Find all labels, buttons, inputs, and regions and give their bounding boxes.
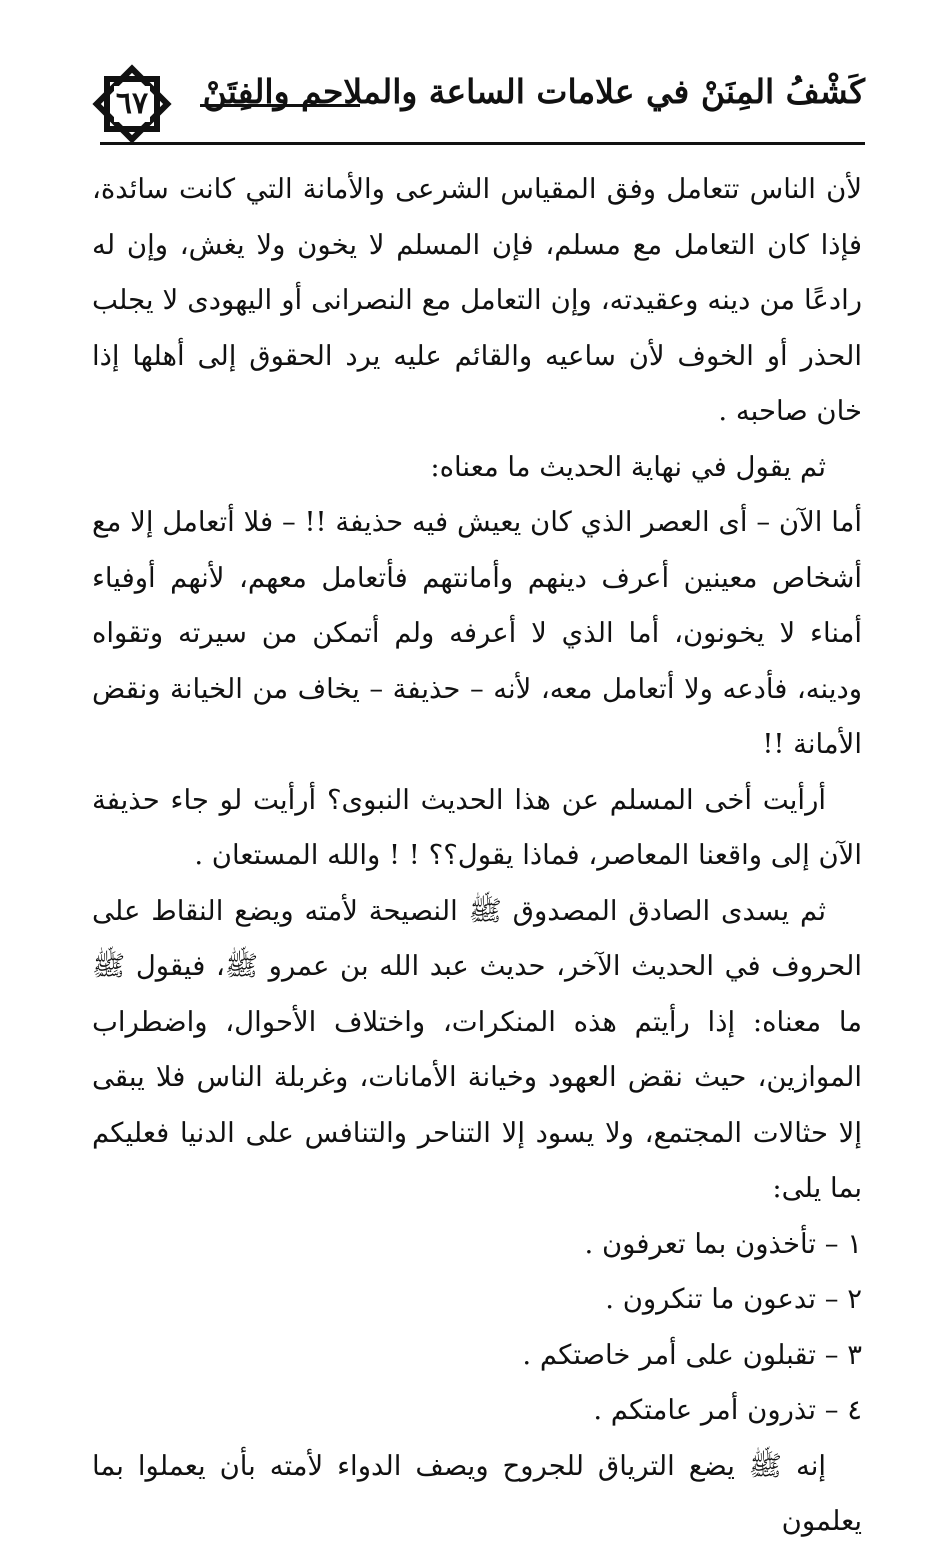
paragraph-1: لأن الناس تتعامل وفق المقياس الشرعى والأمانة التي كانت سائدة، فإذا كان التعامل مع مسلم، فإن المسلم لا يخون ولا يغش، وإن له رادعًا من دينه وعقيدته، وإن التعامل مع النصرانى أو اليهودى لا يجلب الحذر أو الخوف لأن ساعيه والقائم عليه يرد الحقوق إلى أهلها إذا خان صاحبه . <box>92 173 862 427</box>
book-title: كَشْفُ المِنَنْ في علامات الساعة والملاحم والفِتَنْ <box>202 72 865 111</box>
page-header <box>90 62 865 142</box>
page-number: ٦٧ <box>115 86 149 121</box>
list-item-3: ٣ – تقبلون على أمر خاصتكم . <box>92 1328 862 1384</box>
closing-paragraph: إنه ﷺ يضع الترياق للجروح ويصف الدواء لأمته بأن يعملوا بما يعلمون <box>92 1449 862 1537</box>
list-number: ٤ <box>847 1394 862 1426</box>
list-text: تذرون أمر عامتكم . <box>593 1394 816 1426</box>
list-number: ١ <box>847 1227 862 1260</box>
paragraph-2: ثم يقول في نهاية الحديث ما معناه: <box>430 450 826 483</box>
list-item-2: ٢ – تدعون ما تنكرون . <box>92 1272 862 1328</box>
list-number: ٣ <box>847 1338 862 1371</box>
list-number: ٢ <box>847 1283 862 1315</box>
list-text: تدعون ما تنكرون . <box>605 1283 816 1315</box>
list-item-4: ٤ – تذرون أمر عامتكم . <box>92 1383 862 1439</box>
list-text: تأخذون بما تعرفون . <box>584 1227 816 1260</box>
paragraph-4: أرأيت أخى المسلم عن هذا الحديث النبوى؟ أرأيت لو جاء حذيفة الآن إلى واقعنا المعاصر، فماذا يقول؟؟ ! ! والله المستعان . <box>92 783 862 871</box>
page-number-badge <box>90 62 174 146</box>
list-item-1: ١ – تأخذون بما تعرفون . <box>92 1217 862 1273</box>
paragraph-5: ثم يسدى الصادق المصدوق ﷺ النصيحة لأمته ويضع النقاط على الحروف في الحديث الآخر، حديث عبد الله بن عمرو ﷺ، فيقول ﷺ ما معناه: إذا رأيتم هذه المنكرات، واختلاف الأحوال، واضطراب الموازين، حيث نقض العهود وخيانة الأمانات، وغربلة الناس فلا يبقى إلا حثالات المجتمع، ولا يسود إلا التناحر والتنافس على الدنيا فعليكم بما يلى: <box>92 894 862 1204</box>
page-body <box>92 162 862 1550</box>
header-rule <box>100 142 865 145</box>
paragraph-3: أما الآن – أى العصر الذي كان يعيش فيه حذيفة !! – فلا أتعامل إلا مع أشخاص معينين أعرف دينهم وأمانتهم فأتعامل معهم، لأنهم أوفياء أمناء لا يخونون، أما الذي لا أعرفه ولم أتمكن من سيرته وتقواه ودينه، فأدعه ولا أتعامل معه، لأنه – حذيفة – يخاف من الخيانة ونقض الأمانة !! <box>92 506 862 760</box>
list-text: تقبلون على أمر خاصتكم . <box>522 1338 816 1371</box>
